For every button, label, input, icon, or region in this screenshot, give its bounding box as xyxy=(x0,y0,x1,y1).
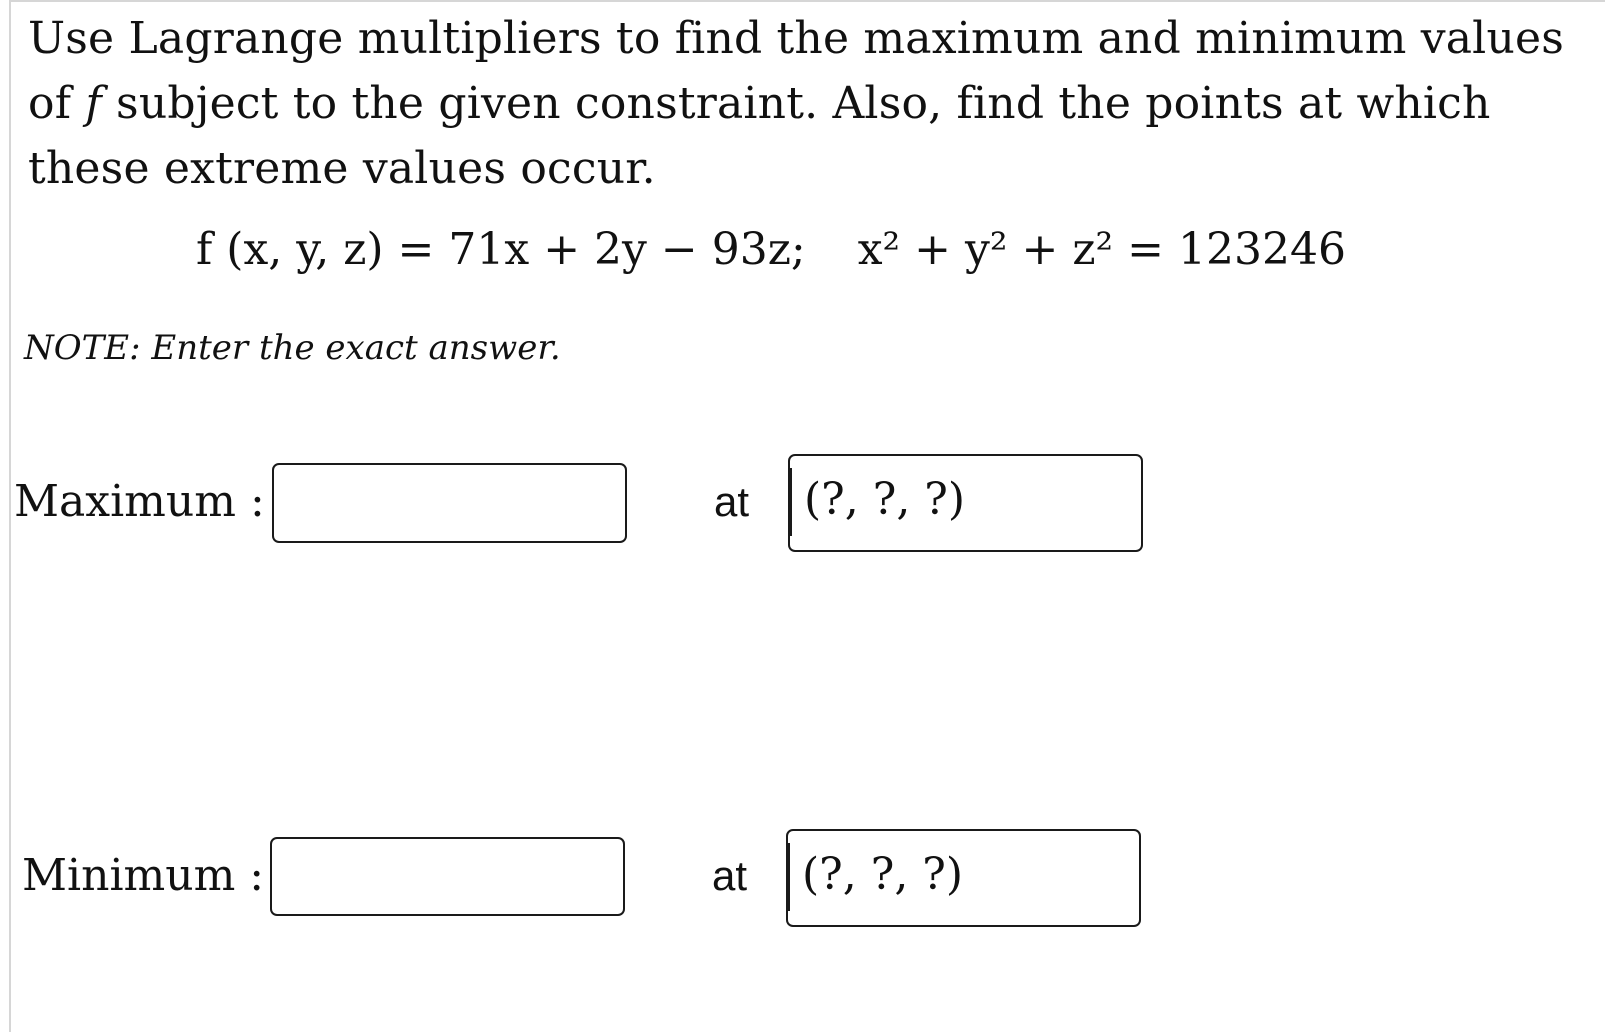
prompt-line-3: these extreme values occur. xyxy=(28,143,656,194)
cursor-bar xyxy=(790,468,792,536)
minimum-point-input[interactable] xyxy=(786,829,1141,927)
maximum-value-input[interactable] xyxy=(272,463,627,543)
prompt-line-2-rest: subject to the given constraint. Also, find the points at which xyxy=(101,78,1491,129)
maximum-label: Maximum : xyxy=(14,476,265,527)
maximum-at-label: at xyxy=(714,478,750,525)
constraint-expression: x² + y² + z² = 123246 xyxy=(857,224,1346,275)
minimum-value-input[interactable] xyxy=(270,837,625,916)
prompt-line-1: Use Lagrange multipliers to find the maximum and minimum values xyxy=(28,13,1565,64)
prompt-line-2 xyxy=(28,71,1568,136)
problem-statement xyxy=(28,6,1568,201)
minimum-at-label: at xyxy=(712,852,748,899)
maximum-point-input[interactable] xyxy=(788,454,1143,552)
equation-line xyxy=(196,220,1346,280)
minimum-point-placeholder: (?, ?, ?) xyxy=(802,849,964,900)
maximum-point-placeholder: (?, ?, ?) xyxy=(804,474,966,525)
note-text: NOTE: Enter the exact answer. xyxy=(24,328,561,368)
cursor-bar xyxy=(788,843,790,911)
function-variable: f xyxy=(85,78,102,129)
minimum-label: Minimum : xyxy=(22,850,265,901)
prompt-line-2-start: of xyxy=(28,78,86,129)
function-expression: f (x, y, z) = 71x + 2y − 93z; xyxy=(196,224,806,275)
